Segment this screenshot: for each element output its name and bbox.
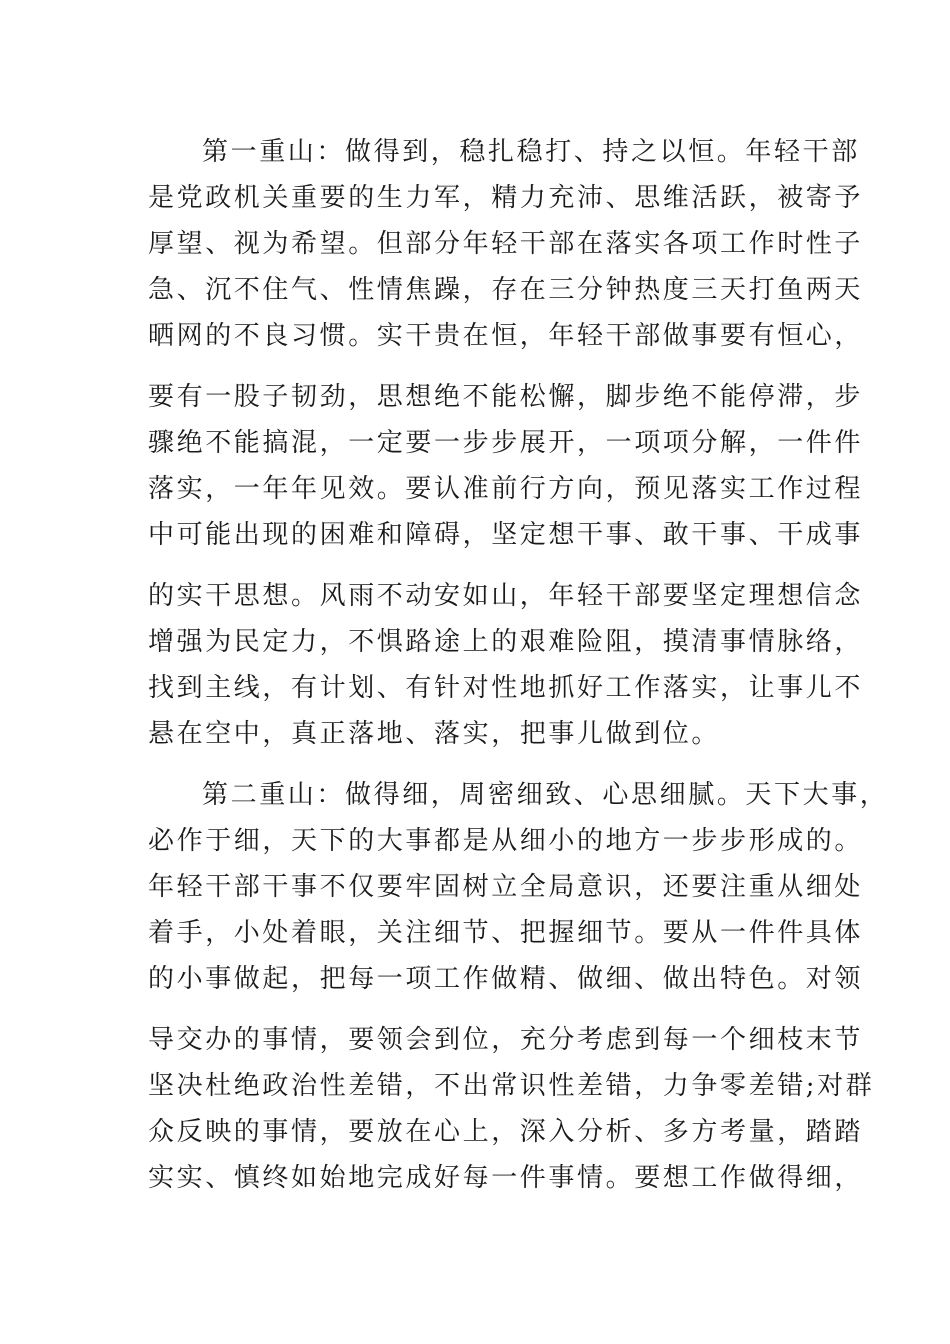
text-line: 增强为民定力，不惧路途上的艰难险阻，摸清事情脉络，	[148, 627, 864, 657]
text-line: 骤绝不能搞混，一定要一步步展开，一项项分解，一件件	[148, 428, 864, 458]
text-line: 中可能出现的困难和障碍，坚定想干事、敢干事、干成事	[148, 520, 864, 550]
text-line: 导交办的事情，要领会到位，充分考虑到每一个细枝末节	[148, 1025, 864, 1055]
text-line: 晒网的不良习惯。实干贵在恒，年轻干部做事要有恒心，	[148, 321, 864, 351]
text-line: 的小事做起，把每一项工作做精、做细、做出特色。对领	[148, 964, 864, 994]
text-line: 是党政机关重要的生力军，精力充沛、思维活跃，被寄予	[148, 183, 864, 213]
text-line: 找到主线，有计划、有针对性地抓好工作落实，让事儿不	[148, 673, 864, 703]
text-line: 厚望、视为希望。但部分年轻干部在落实各项工作时性子	[148, 229, 864, 259]
text-line: 要有一股子韧劲，思想绝不能松懈，脚步绝不能停滞，步	[148, 382, 864, 412]
text-line: 众反映的事情，要放在心上，深入分析、多方考量，踏踏	[148, 1117, 864, 1147]
text-line: 第一重山：做得到，稳扎稳打、持之以恒。年轻干部	[202, 137, 860, 167]
text-line: 年轻干部干事不仅要牢固树立全局意识，还要注重从细处	[148, 872, 864, 902]
text-line: 实实、慎终如始地完成好每一件事情。要想工作做得细，	[148, 1163, 864, 1193]
text-line: 第二重山：做得细，周密细致、心思细腻。天下大事，	[202, 780, 889, 810]
text-line: 必作于细，天下的大事都是从细小的地方一步步形成的。	[148, 826, 864, 856]
text-line: 的实干思想。风雨不动安如山，年轻干部要坚定理想信念	[148, 581, 864, 611]
text-line: 坚决杜绝政治性差错，不出常识性差错，力争零差错;对群	[148, 1071, 875, 1101]
text-line: 急、沉不住气、性情焦躁，存在三分钟热度三天打鱼两天	[148, 275, 864, 305]
text-line: 悬在空中，真正落地、落实，把事儿做到位。	[148, 719, 721, 749]
text-line: 落实，一年年见效。要认准前行方向，预见落实工作过程	[148, 474, 864, 504]
text-line: 着手，小处着眼，关注细节、把握细节。要从一件件具体	[148, 918, 864, 948]
